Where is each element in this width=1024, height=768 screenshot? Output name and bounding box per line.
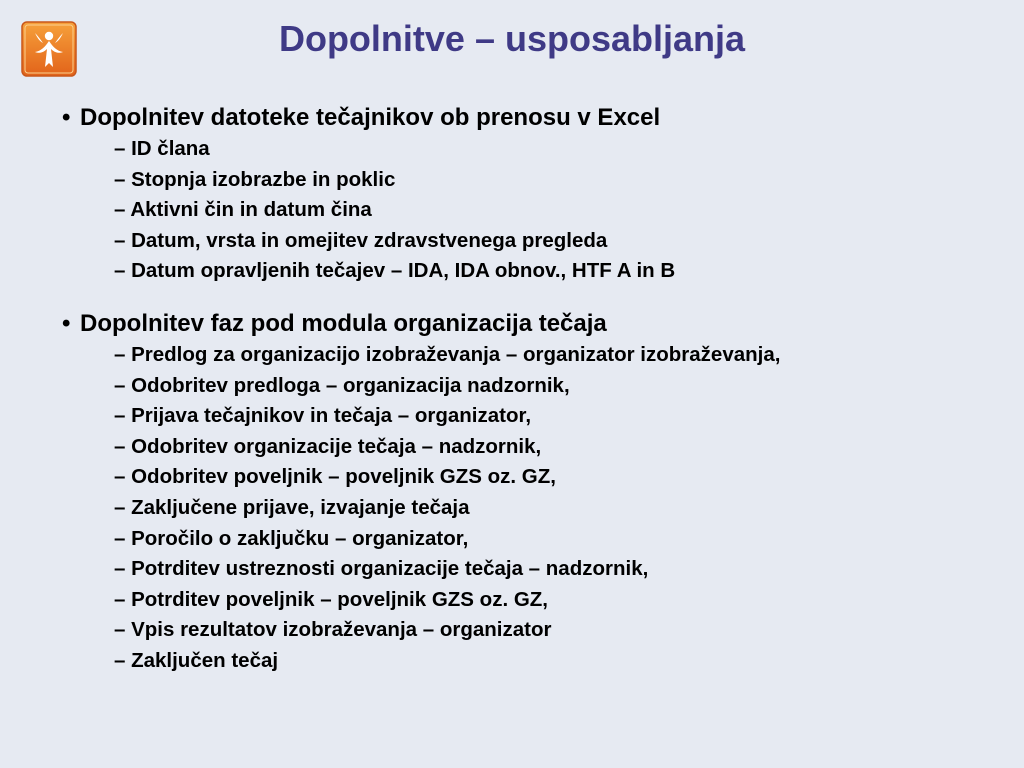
list-item: – Odobritev poveljnik – poveljnik GZS oz. GZ, bbox=[114, 465, 556, 489]
list-item: – Odobritev predloga – organizacija nadzornik, bbox=[114, 373, 570, 397]
section-excel bbox=[62, 102, 1012, 287]
spacer bbox=[62, 287, 1012, 308]
list-item: – Prijava tečajnikov in tečaja – organizator, bbox=[114, 404, 532, 428]
list-item: – Poročilo o zaključku – organizator, bbox=[114, 526, 469, 550]
list-item: – Vpis rezultatov izobraževanja – organizator bbox=[114, 618, 552, 642]
list-item: – ID člana bbox=[114, 137, 210, 160]
list-item: – Zaključen tečaj bbox=[114, 648, 279, 672]
section-heading bbox=[62, 308, 1012, 340]
list-item: – Potrditev poveljnik – poveljnik GZS oz. GZ, bbox=[114, 587, 549, 611]
list-item: – Zaključene prijave, izvajanje tečaja bbox=[114, 495, 470, 519]
sub-list bbox=[62, 340, 1012, 677]
list-item: – Potrditev ustreznosti organizacije tečaja – nadzornik, bbox=[114, 557, 649, 581]
list-item: – Datum opravljenih tečajev – IDA, IDA obnov., HTF A in B bbox=[114, 259, 676, 283]
section-heading-text: Dopolnitev datoteke tečajnikov ob prenosu v Excel bbox=[80, 104, 661, 131]
list-item: – Stopnja izobrazbe in poklic bbox=[114, 167, 396, 191]
bullet: • bbox=[62, 309, 71, 337]
list-item: – Predlog za organizacijo izobraževanja – organizator izobraževanja, bbox=[114, 342, 781, 366]
bullet: • bbox=[62, 104, 71, 131]
list-item: – Aktivni čin in datum čina bbox=[114, 198, 372, 222]
slide-title: Dopolnitve – usposabljanja bbox=[278, 18, 746, 59]
section-organization bbox=[62, 308, 1012, 677]
list-item: – Odobritev organizacije tečaja – nadzornik, bbox=[114, 434, 542, 458]
sub-list bbox=[62, 134, 1012, 287]
list-item: – Datum, vrsta in omejitev zdravstvenega pregleda bbox=[114, 228, 608, 252]
section-heading bbox=[62, 102, 1012, 134]
section-heading-text: Dopolnitev faz pod modula organizacija tečaja bbox=[80, 309, 607, 337]
slide-content bbox=[62, 102, 1012, 677]
